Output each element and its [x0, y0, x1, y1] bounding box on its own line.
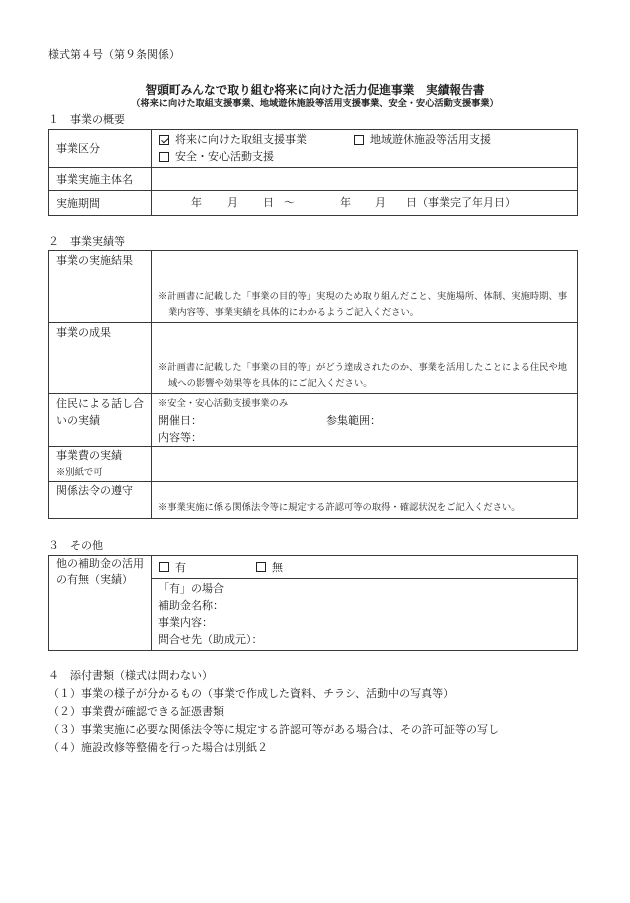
- compliance-field[interactable]: [152, 482, 578, 519]
- expenses-field[interactable]: [152, 447, 578, 482]
- subsidy-name-label: 補助金名称：: [158, 599, 224, 612]
- expenses-row: [49, 447, 578, 482]
- attachment-item: （３）事業実施に必要な関係法令等に規定する許認可等がある場合は、その許可証等の写し: [48, 723, 499, 736]
- option-idle-facilities-label: 地域遊休施設等活用支援: [370, 133, 491, 146]
- other-subsidy-details-field[interactable]: [152, 579, 578, 651]
- period-separator: 〜: [284, 196, 295, 209]
- entity-label: 事業実施主体名: [49, 168, 152, 191]
- checkbox-future-initiatives[interactable]: [159, 135, 169, 145]
- category-options: [152, 130, 578, 168]
- discussions-field[interactable]: [152, 394, 578, 447]
- meeting-date-label: 開催日：: [158, 414, 202, 427]
- compliance-label: 関係法令の遵守: [49, 482, 152, 519]
- compliance-note: ※事業実施に係る関係法令等に規定する許認可等の取得・確認状況をご記入ください。: [158, 502, 521, 513]
- section-1-heading: １ 事業の概要: [48, 113, 125, 126]
- outcomes-note-line-1: ※計画書に記載した「事業の目的等」がどう達成されたのか、事業を活用したことによる住民や地: [158, 362, 568, 373]
- option-no-label: 無: [272, 560, 283, 574]
- results-row: [49, 251, 578, 323]
- discussions-label: 住民による話し合いの実績: [49, 394, 152, 447]
- entity-field[interactable]: [152, 168, 578, 191]
- attachment-list: [48, 685, 499, 757]
- period-end-month: 月: [375, 196, 386, 209]
- attachment-item: （２）事業費が確認できる証憑書類: [48, 705, 224, 718]
- period-start-year: 年: [191, 196, 202, 209]
- expenses-label: 事業費の実績: [56, 449, 122, 462]
- expenses-sublabel: ※別紙で可: [56, 467, 103, 478]
- other-subsidy-options: [152, 556, 578, 579]
- option-idle-facilities[interactable]: [353, 131, 491, 148]
- attachment-item: （４）施設改修等整備を行った場合は別紙２: [48, 741, 268, 754]
- category-label: 事業区分: [49, 130, 152, 168]
- outcomes-field[interactable]: [152, 323, 578, 394]
- subsidy-contact-label: 問合せ先（助成元）：: [158, 633, 263, 646]
- discussions-row: [49, 394, 578, 447]
- compliance-row: [49, 482, 578, 519]
- overview-table: [48, 129, 578, 216]
- results-field[interactable]: [152, 251, 578, 323]
- other-subsidy-options-line: [158, 559, 571, 576]
- other-subsidy-row: [49, 556, 578, 579]
- results-table: [48, 250, 578, 519]
- option-future-initiatives-label: 将来に向けた取組支援事業: [175, 133, 307, 146]
- period-start-day: 日: [263, 196, 274, 209]
- outcomes-note-line-2: 域への影響や効果等を具体的にご記入ください。: [168, 378, 373, 389]
- period-field[interactable]: [152, 191, 578, 216]
- document-subtitle: （将来に向けた取組支援事業、地域遊休施設等活用支援事業、安全・安心活動支援事業）: [131, 98, 499, 109]
- option-future-initiatives[interactable]: [158, 131, 353, 148]
- discussions-date-scope-line: [158, 412, 571, 429]
- subsidy-content-label: 事業内容：: [158, 616, 213, 629]
- period-date-range: [152, 191, 577, 214]
- section-2-heading: ２ 事業実績等: [48, 235, 125, 248]
- discussions-note: ※安全・安心活動支援事業のみ: [158, 398, 289, 409]
- discussion-content-label: 内容等：: [158, 431, 202, 444]
- period-start-month: 月: [227, 196, 238, 209]
- option-yes[interactable]: [158, 559, 255, 576]
- period-label: 実施期間: [49, 191, 152, 216]
- category-options-line-1: [158, 131, 571, 148]
- checkbox-idle-facilities[interactable]: [354, 135, 364, 145]
- period-end-year: 年: [340, 196, 351, 209]
- results-label: 事業の実施結果: [49, 251, 152, 323]
- attendance-scope-label: 参集範囲：: [326, 414, 381, 427]
- other-subsidy-label: 他の補助金の活用の有無（実績）: [49, 556, 152, 651]
- period-row: [49, 191, 578, 216]
- section-4-heading: ４ 添付書類（様式は問わない）: [48, 669, 213, 682]
- attachment-item: （１）事業の様子が分かるもの（事業で作成した資料、チラシ、活動中の写真等）: [48, 687, 455, 700]
- outcomes-row: [49, 323, 578, 394]
- option-safety-security-label: 安全・安心活動支援: [175, 150, 274, 163]
- category-options-line-2: [158, 148, 571, 165]
- entity-row: [49, 168, 578, 191]
- results-note-line-1: ※計画書に記載した「事業の目的等」実現のため取り組んだこと、実施場所、体制、実施時期、事: [158, 291, 568, 302]
- option-no[interactable]: [255, 559, 283, 576]
- period-end-day: 日（事業完了年月日）: [406, 196, 516, 209]
- outcomes-label: 事業の成果: [49, 323, 152, 394]
- document-title: 智頭町みんなで取り組む将来に向けた活力促進事業 実績報告書: [145, 83, 485, 97]
- checkbox-safety-security[interactable]: [159, 152, 169, 162]
- checkbox-yes[interactable]: [159, 562, 169, 572]
- option-safety-security[interactable]: [158, 148, 274, 165]
- results-note-line-2: 業内容等、事業実績を具体的にわかるようご記入ください。: [168, 307, 420, 318]
- expenses-label-cell: [49, 447, 152, 482]
- form-number: 様式第４号（第９条関係）: [48, 48, 180, 61]
- category-row: [49, 130, 578, 168]
- section-3-heading: ３ その他: [48, 539, 103, 552]
- option-yes-label: 有: [175, 560, 186, 574]
- if-yes-label: 「有」の場合: [158, 582, 224, 595]
- other-table: [48, 555, 578, 651]
- checkbox-no[interactable]: [256, 562, 266, 572]
